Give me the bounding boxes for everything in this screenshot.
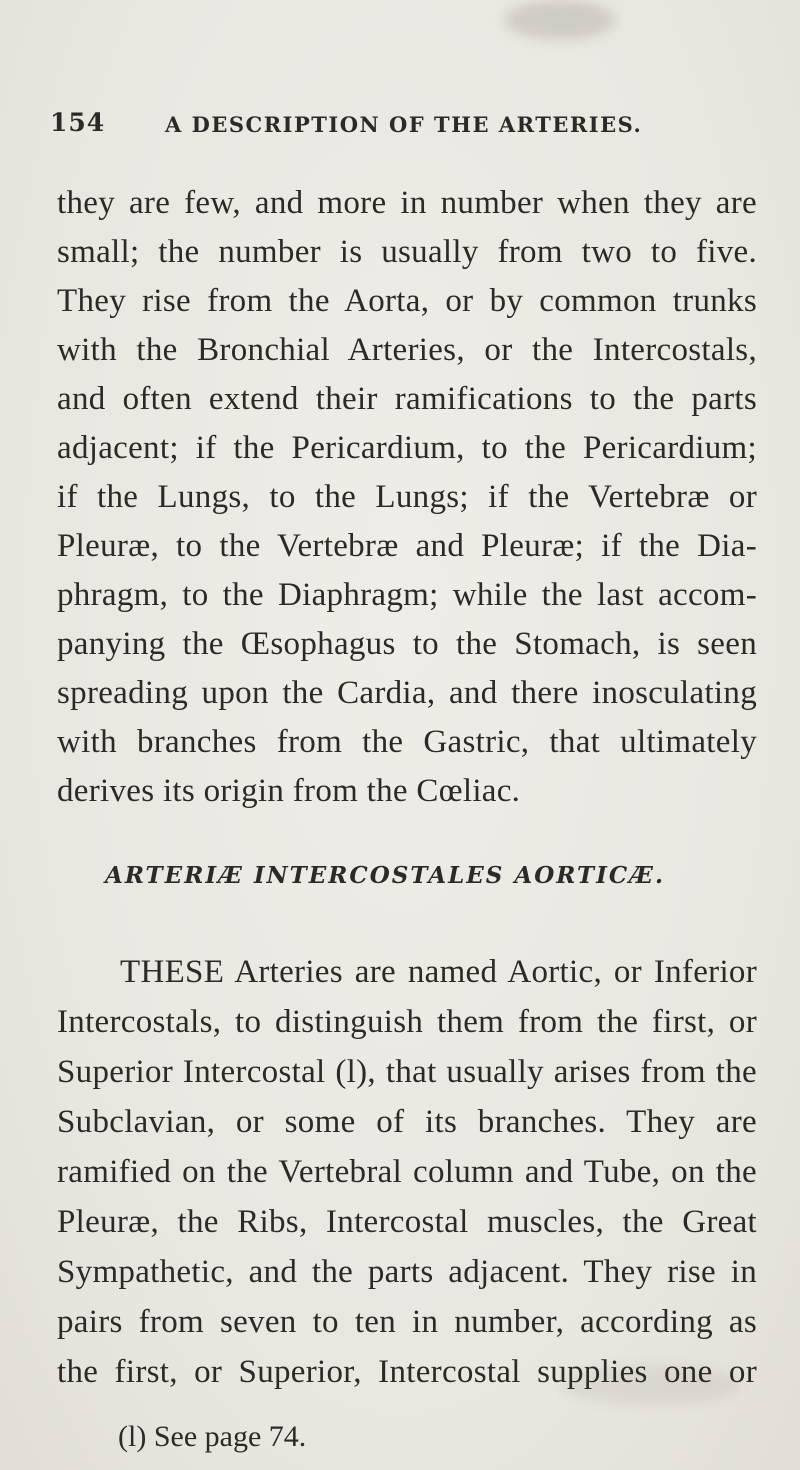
text-line: Subclavian, or some of its branches. They are <box>57 1104 757 1140</box>
text-line: if the Lungs, to the Lungs; if the Vertebræ or <box>57 479 757 515</box>
page-header <box>50 108 750 148</box>
text-line: pairs from seven to ten in number, according as <box>57 1304 757 1340</box>
text-line: THESE Arteries are named Aortic, or Inferior <box>120 954 757 990</box>
text-line: derives its origin from the Cœliac. <box>57 773 521 809</box>
text-line: Intercostals, to distinguish them from the first, or <box>57 1004 757 1040</box>
text-line: ramified on the Vertebral column and Tube, on the <box>57 1154 757 1190</box>
text-line: They rise from the Aorta, or by common trunks <box>57 283 757 319</box>
text-line: the first, or Superior, Intercostal supplies one or <box>57 1354 757 1390</box>
text-line: spreading upon the Cardia, and there inosculating <box>57 675 757 711</box>
section-heading: ARTERIÆ INTERCOSTALES AORTICÆ. <box>105 862 665 889</box>
text-line: with branches from the Gastric, that ultimately <box>57 724 757 760</box>
text-line: Sympathetic, and the parts adjacent. They rise in <box>57 1254 757 1290</box>
text-line: small; the number is usually from two to five. <box>57 234 757 270</box>
text-line: Pleuræ, the Ribs, Intercostal muscles, the Great <box>57 1204 757 1240</box>
text-line: panying the Œsophagus to the Stomach, is seen <box>57 626 757 662</box>
text-line: and often extend their ramifications to the parts <box>57 381 757 417</box>
text-line: phragm, to the Diaphragm; while the last accom- <box>57 577 757 613</box>
text-line: adjacent; if the Pericardium, to the Pericardium; <box>57 430 757 466</box>
text-line: with the Bronchial Arteries, or the Intercostals, <box>57 332 757 368</box>
text-line: Superior Intercostal (l), that usually arises from the <box>57 1054 757 1090</box>
page-number: 154 <box>50 108 106 137</box>
text-line: Pleuræ, to the Vertebræ and Pleuræ; if the Dia- <box>57 528 757 564</box>
running-title: A DESCRIPTION OF THE ARTERIES. <box>165 112 643 137</box>
footnote: (l) See page 74. <box>118 1420 307 1453</box>
text-line: they are few, and more in number when they are <box>57 185 757 221</box>
foxing-stain <box>505 0 615 40</box>
